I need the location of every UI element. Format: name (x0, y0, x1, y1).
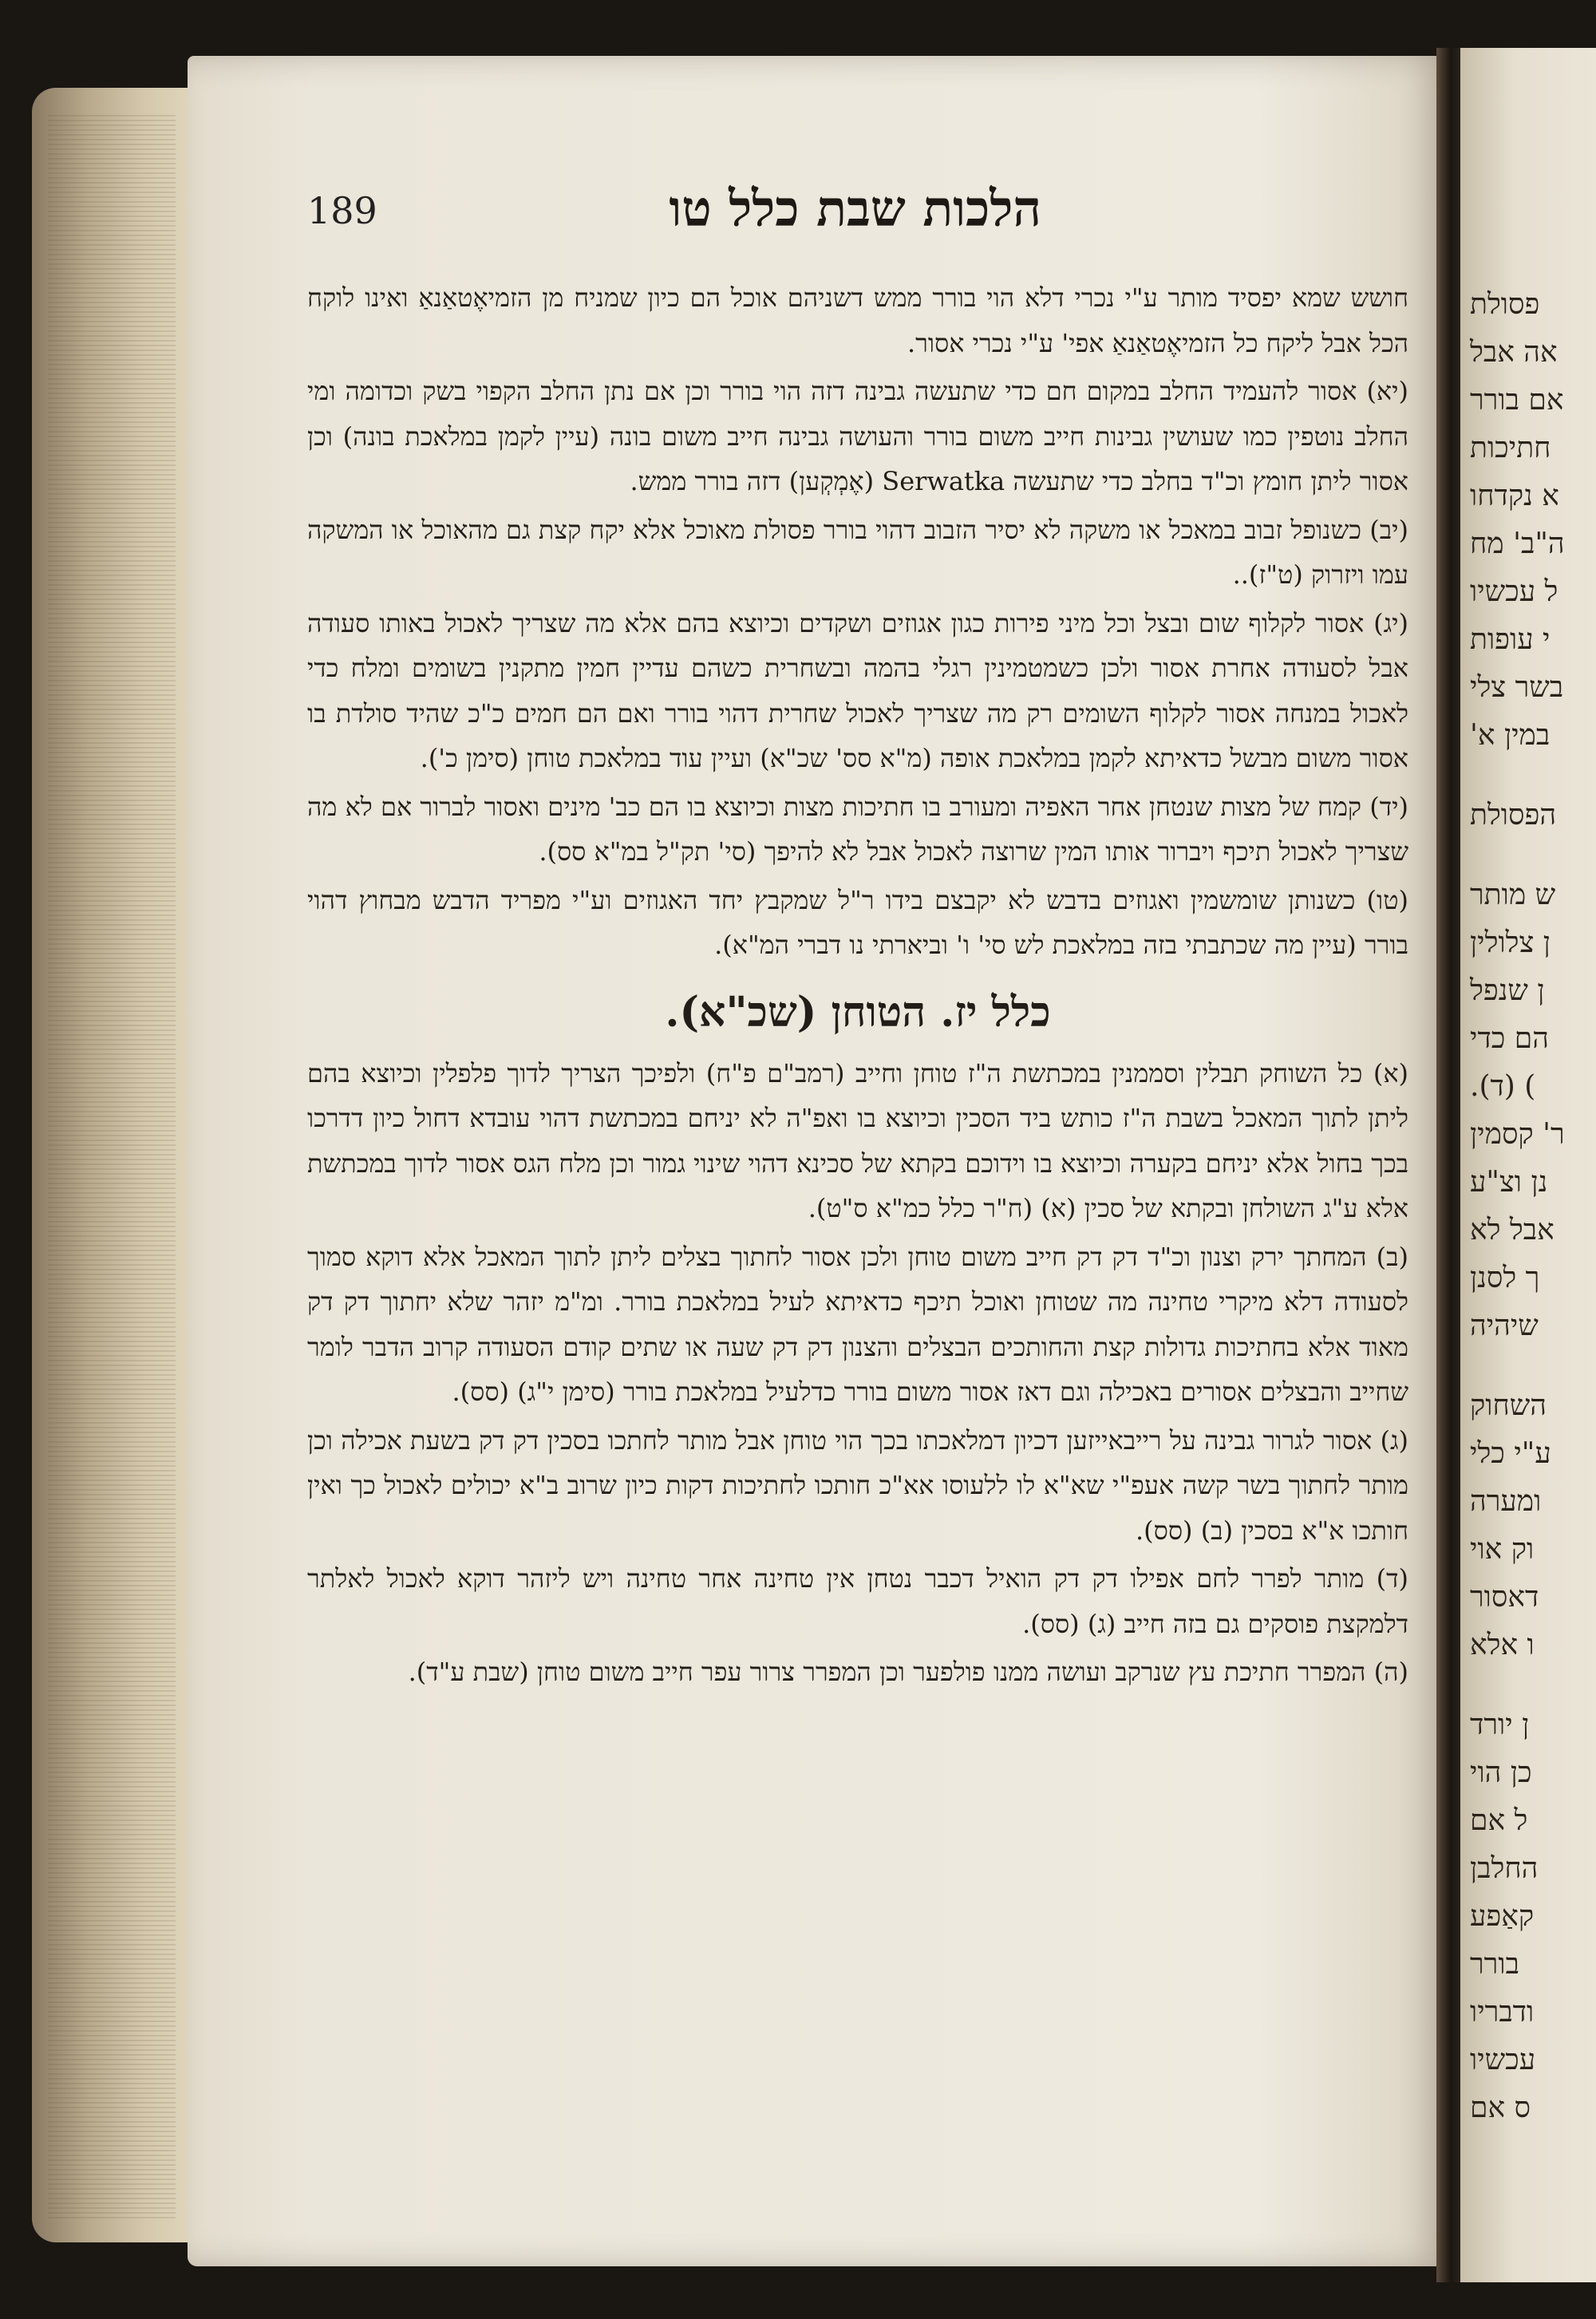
next-page-line: אם בורר (1470, 384, 1564, 417)
next-page-line: ה"ב' מח (1470, 527, 1565, 560)
next-page-line: בשר צלי (1470, 671, 1564, 704)
page-body (307, 275, 1408, 2111)
next-page-line: הם כדי (1470, 1022, 1549, 1055)
chapter-heading: כלל יז. הטוחן (שכ"א). (665, 987, 1051, 1037)
paragraph-15: (טו) כשנותן שומשמין ואגוזים בדבש לא יקבצם בידו ר"ל שמקבץ יחד האגוזים וע"י מפריד הדבש מבחוץ דהוי בורר (עיין מה שכתבתי בזה במלאכת לש סי' ו' וביארתי נו דברי המ"א). (307, 884, 1408, 960)
next-page-line: בורר (1470, 1948, 1519, 1981)
next-page-line: השחוק (1470, 1389, 1547, 1422)
next-page-line: אה אבל (1470, 336, 1558, 369)
next-page-line: י עופות (1470, 623, 1551, 656)
next-page-line: החלבן (1470, 1852, 1539, 1885)
next-page-line: ן יורד (1470, 1709, 1530, 1741)
next-page-line: ) (ד). (1470, 1070, 1536, 1103)
page-header (307, 180, 1041, 251)
next-page-line: פסולת (1470, 288, 1540, 321)
next-page-line: ן שנפל (1470, 974, 1545, 1007)
right-page-fragment (1460, 48, 1596, 2282)
paragraph: חושש שמא יפסיד מותר ע"י נכרי דלא הוי בורר ממש דשניהם אוכל הם כיון שמניח מן הזמיאֶטאַנאַ ואינו לוקח הכל אבל ליקח כל הזמיאֶטאַנאַ אפי' ע"י נכרי אסור. (307, 282, 1408, 358)
next-page-line: ש מותר (1470, 879, 1556, 911)
next-page-line: וק אוי (1470, 1533, 1535, 1566)
next-page-line: דאסור (1470, 1581, 1539, 1614)
paragraph-a: (א) כל השוחק תבלין וסממנין במכתשת ה"ז טוחן וחייב (רמב"ם פ"ח) ולפיכך הצריך לדוך פלפלין וכיוצא בהם ליתן לתוך המאכל בשבת ה"ז כותש ביד הסכין וכיוצא בו ואפ"ה לא יניחם במכתשת דהוי עובדא דחול כיון דדרכו בכך בחול אלא יניחם בקערה וכיוצא בו וידוכם בקתא של סכינא דהוי שינוי גמור וכן מלח הגס אסור לדוך במכתשת אלא ע"ג השולחן ובקתא של סכין (א) (ח"ר כלל כמ"א ס"ט). (307, 1057, 1409, 1223)
next-page-line: עכשיו (1470, 2044, 1536, 2076)
book-spine (1436, 48, 1460, 2282)
paragraph-14: (יד) קמח של מצות שנטחן אחר האפיה ומעורב בו חתיכות מצות וכיוצא בו הם כב' מינים ואסור לברור אם לא מה שצריך לאכול תיכף ויברור אותו המין שרוצה לאכול אבל לא להיפך (סי' תק"ל במ"א סס). (307, 791, 1408, 867)
paragraph-d: (ד) מותר לפרר לחם אפילו דק דק הואיל דכבר נטחן אין טחינה אחר טחינה ויש ליזהר דוקא לאכול לאלתר דלמקצת פוסקים גם בזה חייב (ג) (סס). (307, 1563, 1408, 1639)
next-page-line: שיהיה (1470, 1310, 1539, 1342)
next-page-line: ס אם (1470, 2092, 1531, 2124)
next-page-line: הפסולת (1470, 799, 1557, 832)
page-number: 189 (307, 189, 377, 232)
next-page-line: ומערה (1470, 1485, 1542, 1518)
paragraph-11: (יא) אסור להעמיד החלב במקום חם כדי שתעשה גבינה דזה הוי בורר וכן אם נתן החלב הקפוי בשק וכדומה ומי החלב נוטפין כמו שעושין גבינות חייב משום בורר והעושה גבינה חייב משום בונה (עיין לקמן במלאכת בונה) וכן אסור ליתן חומץ וכ"ד בחלב כדי שתעשה Serwatka (אֶמְקְען) דזה בורר ממש. (307, 376, 1408, 496)
paragraph-b: (ב) המחתך ירק וצנון וכ"ד דק דק חייב משום טוחן ולכן אסור לחתוך בצלים ליתן לתוך המאכל אלא דוקא סמוך לסעודה דלא מיקרי טחינה מה שטוחן ואוכל תיכף כדאיתא לעיל במלאכת בורר. ומ"מ יזהר שלא יחתוך דק דק מאוד אלא בחתיכות גדולות קצת והחותכים הבצלים והצנון דק דק שעה או שתים קודם הסעודה קרוב הדבר לומר שחייב והבצלים אסורים באכילה וגם דאז אסור משום בורר כדלעיל במלאכת בורר (סימן י"ג) (סס). (307, 1241, 1409, 1407)
next-page-line: ך לסנן (1470, 1262, 1540, 1294)
paragraph-c: (ג) אסור לגרור גבינה על רייבאייזען דכיון דמלאכתו בכך הוי טוחן אבל מותר לחתכו בסכין דק דק בשעת אכילה וכן מותר לחתוך בשר קשה אעפ"י שא"א לו ללעוסו אא"כ חותכו לחתיכות דקות כיון שרוב ב"א יכולים לאכול כך ואין חותכו א"א בסכין (ב) (סס). (307, 1424, 1408, 1546)
next-page-line: חתיכות (1470, 432, 1551, 464)
next-page-line: א נקדחו (1470, 480, 1559, 512)
paragraph-e: (ה) המפרר חתיכת עץ שנרקב ועושה ממנו פולפער וכן המפרר צרור עפר חייב משום טוחן (שבת ע"ד). (408, 1657, 1408, 1687)
next-page-line: כן הוי (1470, 1756, 1532, 1789)
next-page-line: ו אלא (1470, 1629, 1535, 1661)
next-page-line: ר' קסמין (1470, 1118, 1565, 1151)
paragraph-13: (יג) אסור לקלוף שום ובצל וכל מיני פירות כגון אגוזים ושקדים וכיוצא בהם אלא מה שצריך לאכול באותו סעודה אבל לסעודה אחרת אסור ולכן כשמטמינין רגלי בהמה ובשחרית כשהם עדיין חמין מתקנין בשומים ומלח כדי לאכול במנחה אסור לקלוף השומים רק מה שצריך לאכול שחרית דהוי בורר ואם הם חמים כ"כ שהיד סולדת בו אסור משום מבשל כדאיתא לקמן במלאכת אופה (מ"א סס' שכ"א) ועיין עוד במלאכת טוחן (סימן כ'). (307, 607, 1409, 773)
next-page-line: ל עכשיו (1470, 575, 1558, 608)
next-page-line: ע"י כלי (1470, 1437, 1551, 1470)
paragraph-12: (יב) כשנופל זבוב במאכל או משקה לא יסיר הזבוב דהוי בורר פסולת מאוכל אלא יקח קצת גם מהאוכל או המשקה עמו ויזרוק (ט"ז).. (307, 514, 1409, 590)
next-page-line: ודבריו (1470, 1996, 1535, 2029)
next-page-line: אבל לא (1470, 1214, 1555, 1246)
running-title: הלכות שבת כלל טו (669, 180, 1041, 238)
next-page-line: ן צלולין (1470, 926, 1551, 959)
next-page-line: קאַפע (1470, 1900, 1535, 1933)
next-page-line: במין א' (1470, 719, 1551, 752)
next-page-line: נן וצ"ע (1470, 1166, 1548, 1199)
next-page-line: ל אם (1470, 1804, 1528, 1837)
book-page-edge-texture (48, 112, 176, 2218)
